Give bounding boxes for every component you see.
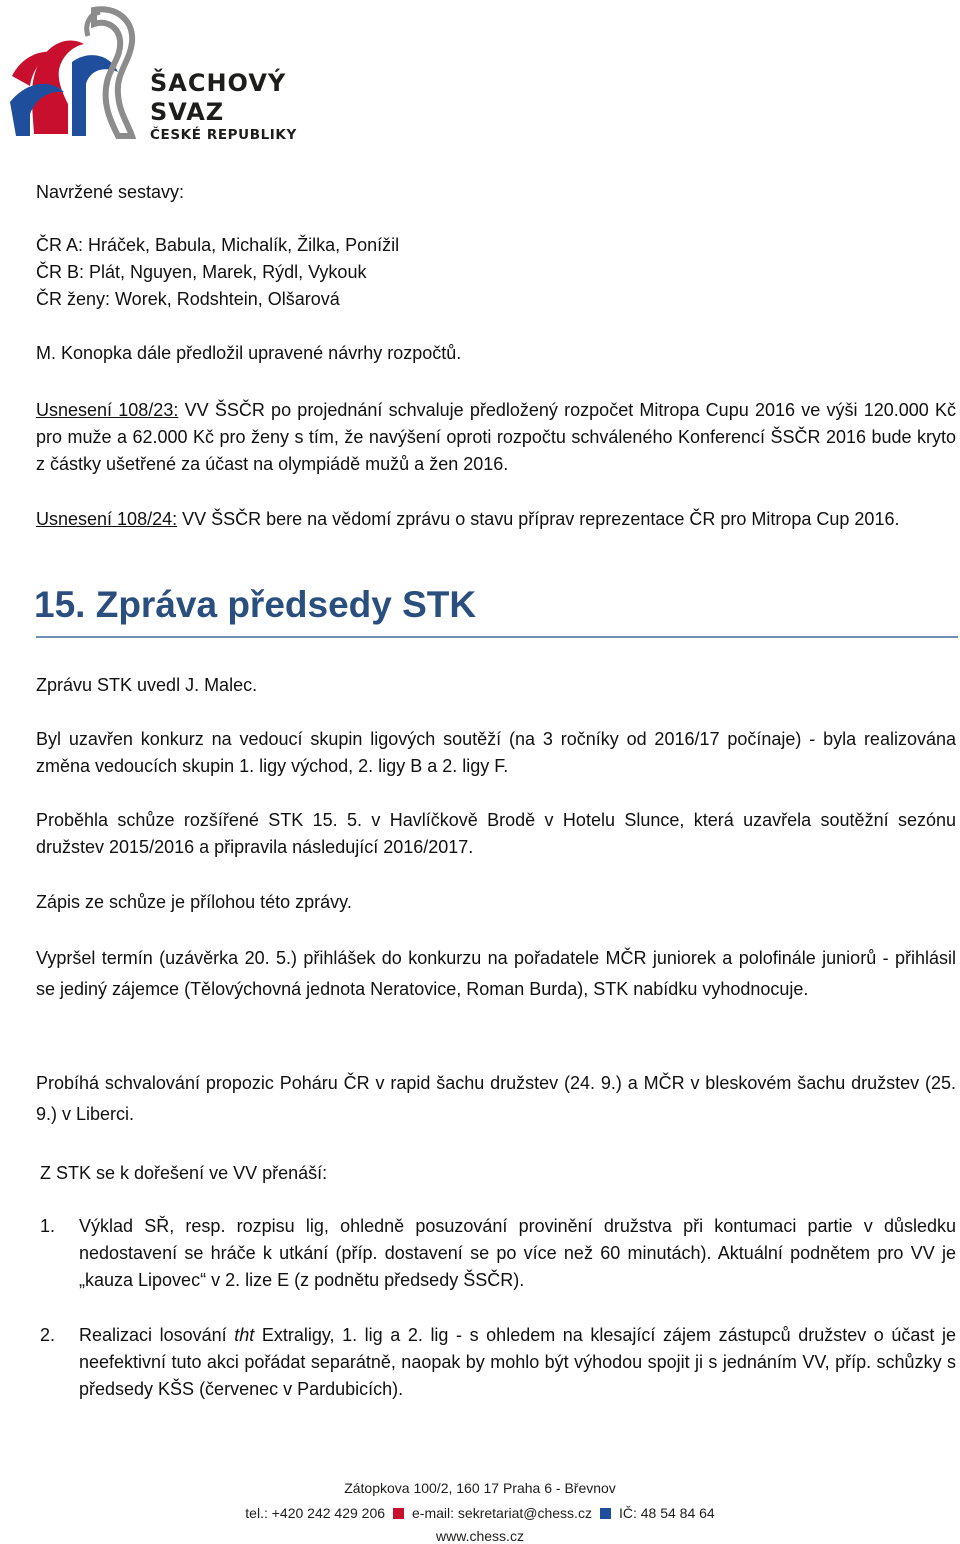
resolution-text: VV ŠSČR po projednání schvaluje předložený rozpočet Mitropa Cupu 2016 ve výši 120.000 Kč pro muže a 62.000 Kč pro ženy s tím, že navýšení oproti rozpočtu schváleného Konferencí ŠSČR 2016 bude kryto z částky ušetřené za účast na olympiádě mužů a žen 2016.	[36, 400, 956, 474]
footer-address: Zátopkova 100/2, 160 17 Praha 6 - Břevnov	[344, 1480, 616, 1496]
budget-intro: M. Konopka dále předložil upravené návrhy rozpočtů.	[36, 343, 462, 363]
team-cr-women: ČR ženy: Worek, Rodshtein, Olšarová	[36, 289, 340, 309]
list-number: 1.	[40, 1216, 56, 1236]
teams-heading: Navržené sestavy:	[36, 182, 185, 202]
paragraph-deadline: Vypršel termín (uzávěrka 20. 5.) přihlášek do konkurzu na pořadatele MČR juniorek a polofinále juniorů - přihlásil se jediný zájemce (Tělovýchovná jednota Neratovice, Roman Burda), STK nabídku vyhodnocuje.	[36, 948, 956, 999]
team-cr-b: ČR B: Plát, Nguyen, Marek, Rýdl, Vykouk	[36, 262, 367, 282]
team-cr-a: ČR A: Hráček, Babula, Michalík, Žilka, Ponížil	[36, 235, 400, 255]
section-title: 15. Zpráva předsedy STK	[34, 584, 477, 625]
logo-line-1: ŠACHOVÝ	[150, 69, 287, 97]
paragraph-stk-intro: Zprávu STK uvedl J. Malec.	[36, 675, 258, 695]
paragraph-konkurz: Byl uzavřen konkurz na vedoucí skupin ligových soutěží (na 3 ročníky od 2016/17 počínaje) - byla realizována změna vedoucích skupin 1. ligy východ, 2. ligy B a 2. ligy F.	[36, 729, 956, 776]
list-number: 2.	[40, 1325, 56, 1345]
resolution-text: VV ŠSČR bere na vědomí zprávu o stavu příprav reprezentace ČR pro Mitropa Cup 2016.	[177, 509, 900, 529]
footer-phone: tel.: +420 242 429 206	[245, 1505, 386, 1521]
paragraph-transfer: Z STK se k dořešení ve VV přenáší:	[40, 1163, 328, 1183]
resolution-label: Usnesení 108/24:	[36, 509, 178, 529]
logo-line-3: ČESKÉ REPUBLIKY	[150, 127, 297, 143]
logo-line-2: SVAZ	[150, 98, 225, 126]
list-item: Výklad SŘ, resp. rozpisu lig, ohledně posuzování provinění družstva při kontumaci partie v důsledku nedostavení se hráče k utkání (příp. dostavení se po více než 60 minutách). Aktuální podnětem pro VV je „kauza Lipovec“ v 2. lize E (z podnětu předsedy ŠSČR).	[79, 1216, 956, 1290]
resolution-label: Usnesení 108/23:	[36, 400, 179, 420]
paragraph-minutes: Zápis ze schůze je přílohou této zprávy.	[36, 892, 352, 912]
footer-email: e-mail: sekretariat@chess.cz	[412, 1505, 592, 1521]
red-square-icon	[393, 1508, 404, 1519]
resolution-108-23	[36, 397, 956, 478]
list-item: Realizaci losování tht Extraligy, 1. lig a 2. lig - s ohledem na klesající zájem zástupců družstev o účast je neefektivní tuto akci pořádat separátně, naopak by mohlo být výhodou spojit ji s jednáním VV, příp. schůzky s předsedy KŠS (červenec v Pardubicích).	[79, 1325, 957, 1399]
resolution-108-24	[36, 506, 956, 533]
footer-web: www.chess.cz	[436, 1528, 524, 1544]
paragraph-propozice: Probíhá schvalování propozic Poháru ČR v rapid šachu družstev (24. 9.) a MČR v bleskovém šachu družstev (25. 9.) v Liberci.	[36, 1073, 956, 1124]
section-divider	[36, 636, 958, 638]
paragraph-meeting: Proběhla schůze rozšířené STK 15. 5. v Havlíčkově Brodě v Hotelu Slunce, která uzavřela soutěžní sezónu družstev 2015/2016 a připravila následující 2016/2017.	[36, 810, 956, 857]
footer-contacts	[0, 1505, 960, 1521]
blue-square-icon	[600, 1508, 611, 1519]
footer-ico: IČ: 48 54 84 64	[618, 1505, 715, 1521]
